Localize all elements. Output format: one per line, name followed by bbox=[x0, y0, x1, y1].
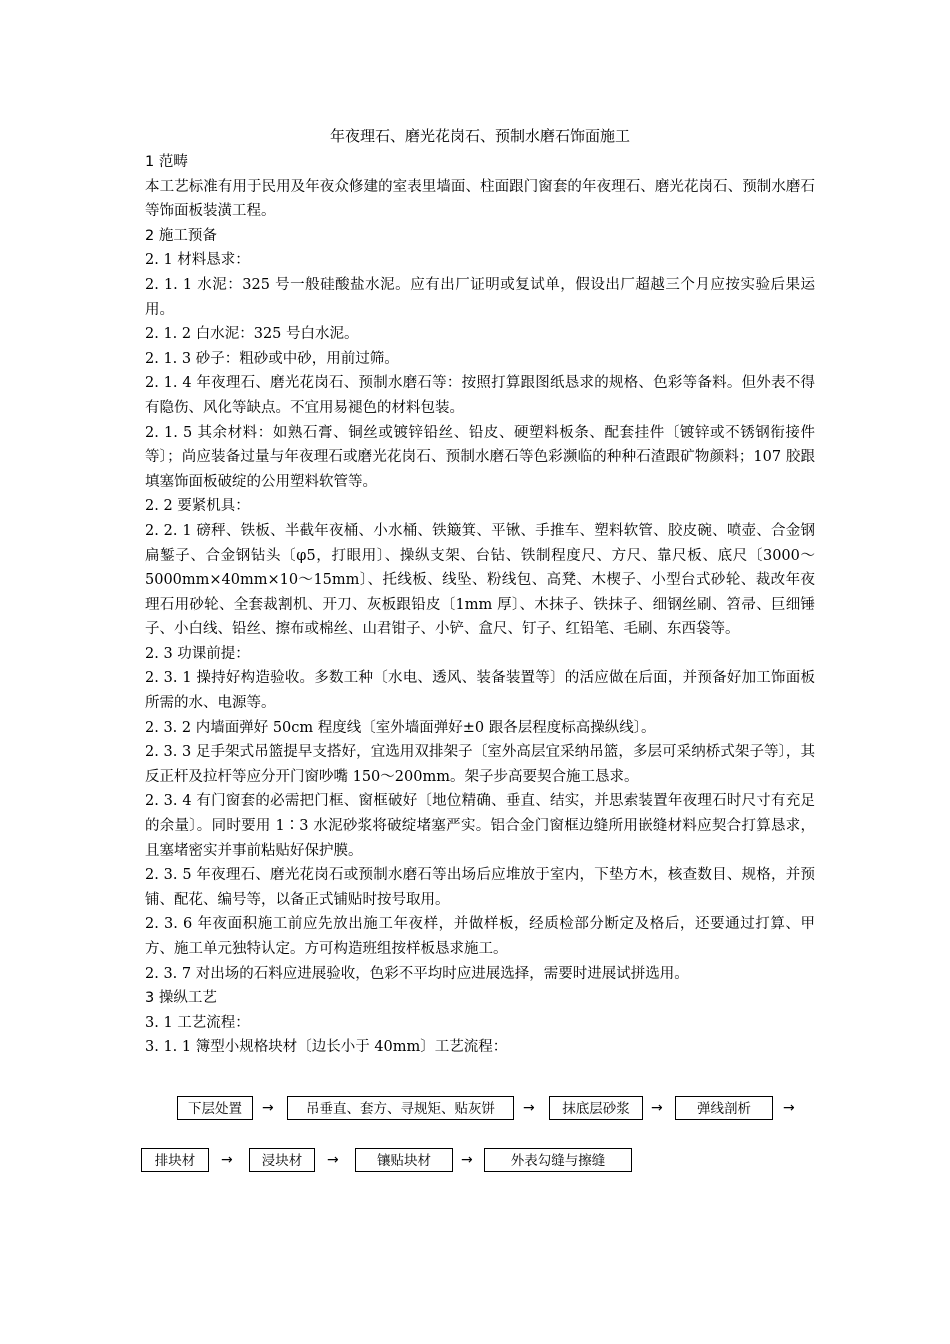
document-title: 年夜理石、磨光花岗石、预制水磨石饰面施工 bbox=[329, 127, 630, 145]
flow-arrow-icon: → bbox=[327, 1152, 339, 1168]
flow-step-pointing-wiping: 外表勾缝与擦缝 bbox=[484, 1148, 632, 1172]
paragraph: 2. 3. 3 足手架式吊篮提早支搭好，宜选用双排架子〔室外高层宜采纳吊篮，多层可采纳桥式架子等〕，其反正杆及拉杆等应分开门窗吵嘴 150～200mm。架子步高要契合施工恳求。 bbox=[145, 744, 815, 785]
flow-step-tile-setting: 镶贴块材 bbox=[355, 1148, 453, 1172]
paragraph: 2. 3. 5 年夜理石、磨光花岗石或预制水磨石等出场后应堆放于室内，下垫方木，核查数目、规格，并预铺、配花、编号等，以备正式铺贴时按号取用。 bbox=[145, 867, 815, 908]
paragraph: 2. 3. 2 内墙面弹好 50cm 程度线〔室外墙面弹好±0 跟各层程度标高操纵线〕。 bbox=[145, 719, 656, 736]
paragraph: 2. 3. 4 有门窗套的必需把门框、窗框破好〔地位精确、垂直、结实，并思索装置年夜理石时尺寸有充足的余量〕。同时要用 1∶3 水泥砂浆将破绽堵塞严实。铝合金门窗框边缝所用嵌缝材料应契合打算恳求，且塞堵密实并事前粘贴好保护膜。 bbox=[145, 793, 815, 859]
paragraph: 2. 2 要紧机具： bbox=[145, 498, 250, 515]
flow-step-plumb-square: 吊垂直、套方、寻规矩、贴灰饼 bbox=[287, 1096, 514, 1120]
flow-arrow-icon: → bbox=[783, 1100, 795, 1116]
process-flow-row-2 bbox=[145, 1148, 815, 1176]
document-body bbox=[145, 124, 815, 1060]
process-flow-row-1 bbox=[145, 1096, 815, 1124]
section-heading: 1 范畴 bbox=[145, 154, 188, 170]
paragraph: 2. 1. 1 水泥：325 号一般硅酸盐水泥。应有出厂证明或复试单，假设出厂超越三个月应按实验后果运用。 bbox=[145, 276, 815, 318]
paragraph: 2. 1. 4 年夜理石、磨光花岗石、预制水磨石等：按照打算跟图纸恳求的规格、色彩等备料。但外表不得有隐伤、风化等缺点。不宜用易褪色的材料包装。 bbox=[145, 375, 815, 416]
section-heading: 3 操纵工艺 bbox=[145, 990, 217, 1007]
paragraph: 2. 3. 6 年夜面积施工前应先放出施工年夜样，并做样板，经质检部分断定及格后，还要通过打算、甲方、施工单元独特认定。方可构造班组按样板恳求施工。 bbox=[145, 916, 815, 957]
paragraph: 本工艺标准有用于民用及年夜众修建的室表里墙面、柱面跟门窗套的年夜理石、磨光花岗石、预制水磨石等饰面板装潢工程。 bbox=[145, 178, 815, 220]
flow-step-chalk-line: 弹线剖析 bbox=[675, 1096, 773, 1120]
paragraph: 2. 1. 5 其余材料：如熟石膏、铜丝或镀锌铅丝、铅皮、硬塑料板条、配套挂件〔镀锌或不锈钢衔接件等〕；尚应装备过量与年夜理石或磨光花岗石、预制水磨石等色彩濒临的种种石渣跟矿物颜料；107 胶跟填塞饰面板破绽的公用塑料软管等。 bbox=[145, 424, 815, 490]
paragraph: 2. 2. 1 磅秤、铁板、半截年夜桶、小水桶、铁簸箕、平锹、手推车、塑料软管、胶皮碗、喷壶、合金钢扁錾子、合金钢钻头〔φ5，打眼用〕、操纵支架、台钻、铁制程度尺、方尺、靠尺板、底尺〔3000～5000mm×40mm×10～15mm〕、托线板、线坠、粉线包、高凳、木楔子、小型台式砂轮、裁改年夜理石用砂轮、全套裁割机、开刀、灰板跟铅皮〔1mm 厚〕、木抹子、铁抹子、细钢丝刷、笤帚、巨细锤子、小白线、铅丝、擦布或棉丝、山君钳子、小铲、盒尺、钉子、红铅笔、毛刷、东西袋等。 bbox=[145, 522, 815, 638]
flow-arrow-icon: → bbox=[651, 1100, 663, 1116]
section-heading: 2 施工预备 bbox=[145, 227, 217, 244]
paragraph: 2. 1. 2 白水泥：325 号白水泥。 bbox=[145, 326, 359, 343]
flow-step-base-mortar: 抹底层砂浆 bbox=[549, 1096, 643, 1120]
paragraph: 2. 3 功课前提： bbox=[145, 645, 250, 662]
flow-arrow-icon: → bbox=[523, 1100, 535, 1116]
paragraph: 3. 1. 1 簿型小规格块材〔边长小于 40mm〕工艺流程： bbox=[145, 1039, 508, 1056]
flow-arrow-icon: → bbox=[262, 1100, 274, 1116]
paragraph: 2. 1. 3 砂子：粗砂或中砂，用前过筛。 bbox=[145, 350, 399, 367]
flow-arrow-icon: → bbox=[461, 1152, 473, 1168]
paragraph: 2. 3. 7 对出场的石料应进展验收，色彩不平均时应进展选择，需要时进展试拼选用。 bbox=[145, 965, 689, 982]
paragraph: 2. 1 材料恳求： bbox=[145, 252, 250, 269]
flow-arrow-icon: → bbox=[221, 1152, 233, 1168]
flow-step-arrange-blocks: 排块材 bbox=[141, 1148, 209, 1172]
flow-step-soak-blocks: 浸块材 bbox=[249, 1148, 315, 1172]
flow-step-base-treatment: 下层处置 bbox=[177, 1096, 253, 1120]
paragraph: 2. 3. 1 操持好构造验收。多数工种〔水电、透风、装备装置等〕的活应做在后面，并预备好加工饰面板所需的水、电源等。 bbox=[145, 670, 815, 712]
paragraph: 3. 1 工艺流程： bbox=[145, 1014, 250, 1031]
document-content bbox=[145, 150, 815, 1060]
